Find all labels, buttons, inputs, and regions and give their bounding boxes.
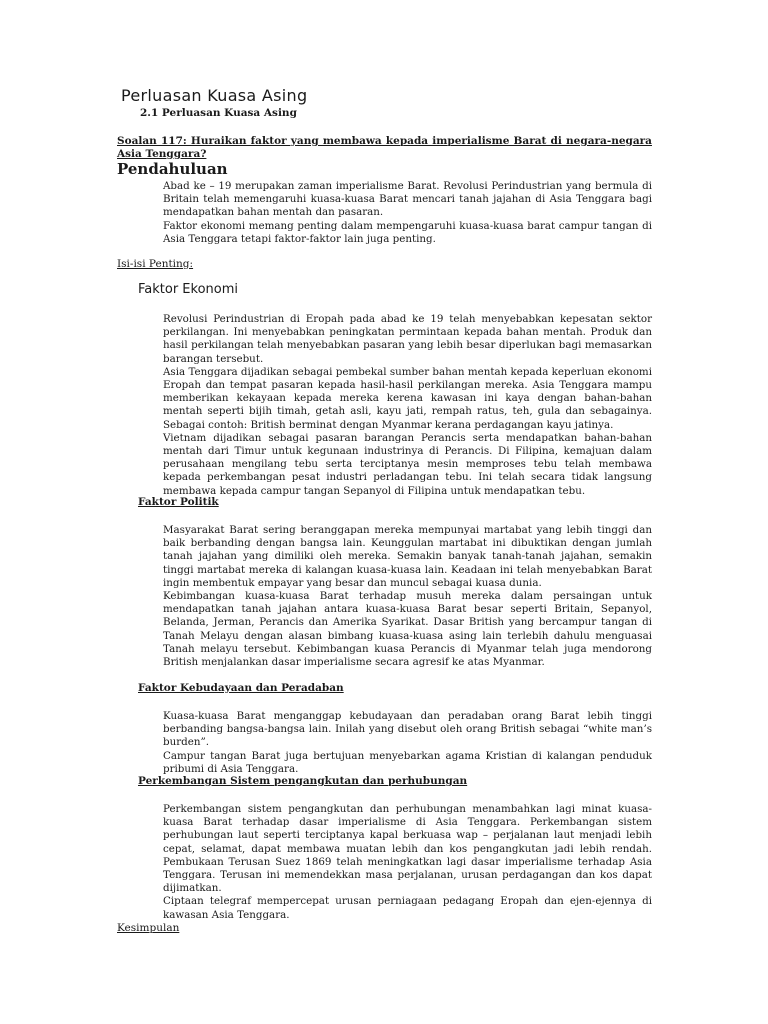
list-item: Perkembangan sistem pengangkutan dan perhubungan menambahkan lagi minat kuasa-kuasa Barat terhadap dasar imperialisme di Asia Tenggara. Perkembangan sistem perhubungan laut seperti terciptanya kapal berkuasa wap – perjalanan laut menjadi lebih cepat, selamat, dapat membawa muatan lebih dan kos pengangkutan jadi lebih rendah. Pembukaan Terusan Suez 1869 telah meningkatkan lagi dasar imperialisme terhadap Asia Tenggara. Terusan ini memendekkan masa perjalanan, urusan perdagangan dan kos dapat dijimatkan. (163, 803, 652, 895)
section-heading-pengangkutan: Perkembangan Sistem pengangkutan dan perhubungan (138, 775, 468, 787)
essay-question: Soalan 117: Huraikan faktor yang membawa kepada imperialisme Barat di negara-negara Asia Tenggara? (117, 135, 652, 160)
list-item: Ciptaan telegraf mempercepat urusan perniagaan pedagang Eropah dan ejen-ejennya di kawasan Asia Tenggara. (163, 895, 652, 921)
list-item: Campur tangan Barat juga bertujuan menyebarkan agama Kristian di kalangan penduduk pribumi di Asia Tenggara. (163, 749, 652, 775)
page-title: Perluasan Kuasa Asing (121, 86, 308, 105)
pengangkutan-list (141, 803, 652, 922)
politik-list (141, 524, 652, 669)
body-heading: Isi-isi Penting: (117, 258, 194, 270)
intro-heading: Pendahuluan (117, 160, 228, 178)
list-item: Asia Tenggara dijadikan sebagai pembekal sumber bahan mentah kepada keperluan ekonomi Eropah dan tempat pasaran kepada hasil-hasil perkilangan mereka. Asia Tenggara mampu memberikan kekayaan kepada mereka kerena kawasan ini kaya dengan bahan-bahan mentah seperti bijih timah, getah asli, kayu jati, rempah ratus, teh, gula dan sebagainya. Sebagai contoh: British berminat dengan Myanmar kerana perdagangan kayu jatinya. (163, 365, 652, 431)
ekonomi-list (141, 313, 652, 498)
section-heading-politik: Faktor Politik (138, 496, 219, 508)
intro-list (141, 180, 652, 246)
budaya-list (141, 710, 652, 776)
page-subtitle: 2.1 Perluasan Kuasa Asing (140, 107, 297, 119)
section-heading-ekonomi: Faktor Ekonomi (138, 282, 239, 297)
list-item: Faktor ekonomi memang penting dalam mempengaruhi kuasa-kuasa barat campur tangan di Asia Tenggara tetapi faktor-faktor lain juga penting. (163, 219, 652, 245)
list-item: Abad ke – 19 merupakan zaman imperialisme Barat. Revolusi Perindustrian yang bermula di Britain telah memengaruhi kuasa-kuasa Barat mencari tanah jajahan di Asia Tenggara bagi mendapatkan bahan mentah dan pasaran. (163, 180, 652, 219)
list-item: Revolusi Perindustrian di Eropah pada abad ke 19 telah menyebabkan kepesatan sektor perkilangan. Ini menyebabkan peningkatan permintaan kepada bahan mentah. Produk dan hasil perkilangan telah menyebabkan pasaran yang lebih besar diperlukan bagi memasarkan barangan tersebut. (163, 313, 652, 365)
list-item: Vietnam dijadikan sebagai pasaran barangan Perancis serta mendapatkan bahan-bahan mentah dari Timur untuk kegunaan industrinya di Perancis. Di Filipina, kemajuan dalam perusahaan mengilang tebu serta terciptanya mesin memproses tebu telah membawa kepada perkembangan pesat industri perladangan tebu. Ini telah secara tidak langsung membawa kepada campur tangan Sepanyol di Filipina untuk mendapatkan tebu. (163, 431, 652, 497)
conclusion-heading: Kesimpulan (117, 922, 180, 934)
list-item: Kuasa-kuasa Barat menganggap kebudayaan dan peradaban orang Barat lebih tinggi berbanding bangsa-bangsa lain. Inilah yang disebut oleh orang British sebagai “white man’s burden”. (163, 710, 652, 749)
list-item: Masyarakat Barat sering beranggapan mereka mempunyai martabat yang lebih tinggi dan baik berbanding dengan bangsa lain. Keunggulan martabat ini dibuktikan dengan jumlah tanah jajahan yang dimiliki oleh mereka. Semakin banyak tanah-tanah jajahan, semakin tinggi martabat mereka di kalangan kuasa-kuasa lain. Keadaan ini telah menyebabkan Barat ingin membentuk empayar yang besar dan muncul sebagai kuasa dunia. (163, 524, 652, 589)
list-item: Kebimbangan kuasa-kuasa Barat terhadap musuh mereka dalam persaingan untuk mendapatkan tanah jajahan antara kuasa-kuasa Barat besar seperti Britain, Sepanyol, Belanda, Jerman, Perancis dan Amerika Syarikat. Dasar British yang bercampur tangan di Tanah Melayu dengan alasan bimbang kuasa-kuasa asing lain terlebih dahulu menguasai Tanah melayu tersebut. Kebimbangan kuasa Perancis di Myanmar telah juga mendorong British menjalankan dasar imperialisme secara agresif ke atas Myanmar. (163, 590, 652, 669)
section-heading-budaya: Faktor Kebudayaan dan Peradaban (138, 682, 344, 694)
